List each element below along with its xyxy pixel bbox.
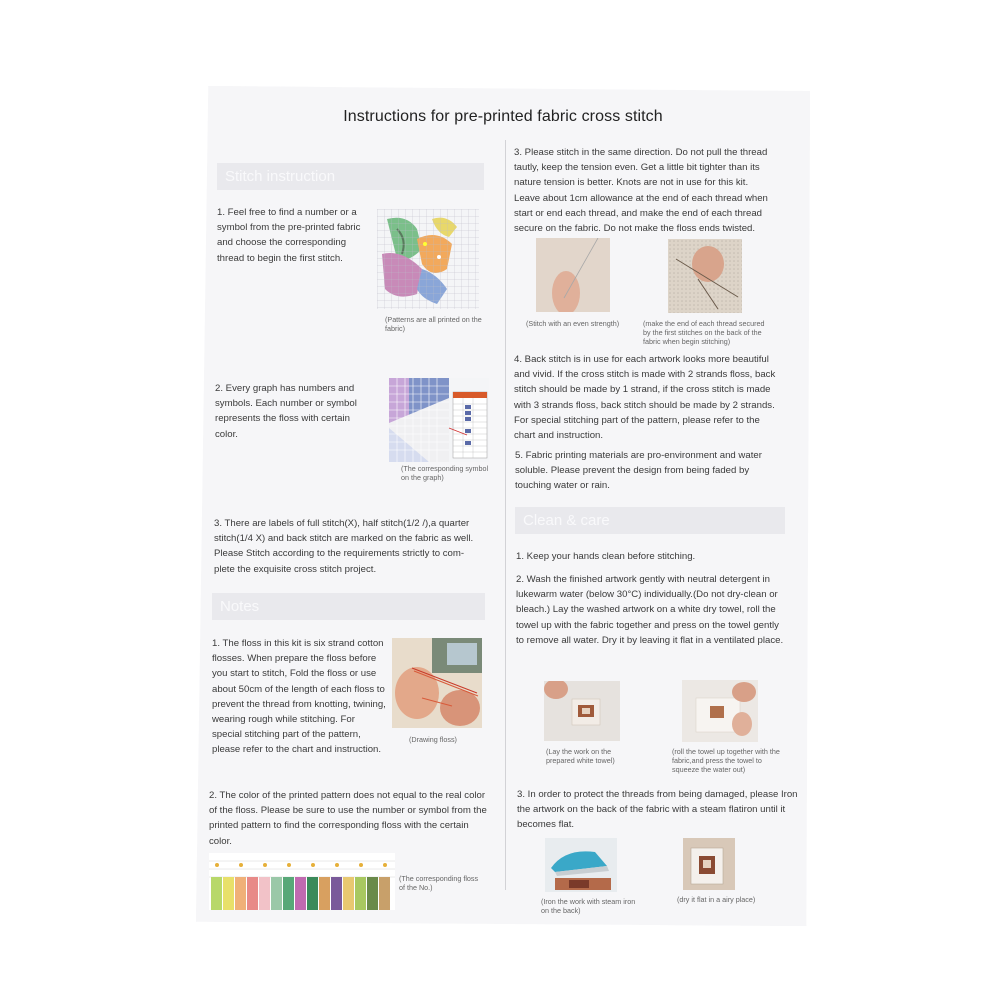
caption-patterns-printed: (Patterns are all printed on the fabric) — [385, 315, 482, 333]
pattern-fabric-image — [377, 209, 479, 309]
stitch-paragraph-right-5: 5. Fabric printing materials are pro-environment and water soluble. Please prevent the design from being faded by touching water or rain. — [515, 450, 762, 492]
roll-towel-image — [682, 680, 758, 742]
caption-corresponding-floss: (The corresponding floss of the No.) — [399, 874, 479, 892]
section-heading-stitch-instruction: Stitch instruction — [217, 163, 484, 190]
notes-paragraph-2: 2. The color of the printed pattern does not equal to the real color of the floss. Please be sure to use the number or symbol from the printed pattern to find the corresponding floss with the certain color. — [209, 790, 487, 847]
stitch-paragraph-1: 1. Feel free to find a number or a symbol from the pre-printed fabric and choose the corresponding thread to begin the first stitch. — [217, 207, 361, 264]
caption-roll-towel: (roll the towel up together with the fabric,and press the towel to squeeze the water out) — [672, 747, 780, 774]
dry-flat-image — [683, 838, 735, 890]
document-title: Instructions for pre-printed fabric cross stitch — [343, 108, 663, 125]
section-heading-clean-care: Clean & care — [515, 507, 785, 534]
symbol-graph-image — [389, 378, 489, 462]
caption-dry-flat: (dry it flat in a airy place) — [677, 895, 756, 904]
caption-drawing-floss: (Drawing floss) — [409, 735, 457, 744]
even-strength-stitch-image — [536, 238, 610, 312]
column-divider — [505, 140, 506, 890]
clean-care-paragraph-2: 2. Wash the finished artwork gently with neutral detergent in lukewarm water (below 30°C) individually.(Do not dry-clean or bleach.) Lay the washed artwork on a white dry towel, roll the towel up with the fabric together and press on the towel gently to remove all water. Dry it by leaving it flat in a ventilated place. — [516, 574, 784, 646]
clean-care-paragraph-1: 1. Keep your hands clean before stitching. — [516, 551, 696, 562]
section-heading-notes: Notes — [212, 593, 485, 620]
caption-symbol-on-graph: (The corresponding symbol on the graph) — [401, 464, 489, 482]
caption-secure-thread-end: (make the end of each thread secured by the first stitches on the back of the fabric when begin stitching) — [643, 319, 765, 346]
notes-paragraph-1: 1. The floss in this kit is six strand cotton flosses. When prepare the floss before you start to stitch, Fold the floss or use about 50cm of the length of each floss to prevent the thread from knotting, twining, wearing rough while stitching. For special stitching part of the pattern, please refer to the chart and instruction. — [212, 638, 386, 756]
floss-color-card-image — [209, 853, 395, 910]
stitch-paragraph-right-4: 4. Back stitch is in use for each artwork looks more beautiful and vivid. If the cross stitch is made with 2 strands floss, back stitch should be made by 1 strand, if the cross stitch is made with 3 strands floss, back stitch should be made by 2 strands. For special stitching part of the pattern, please refer to the chart and instruction. — [514, 354, 776, 442]
stitch-paragraph-3: 3. There are labels of full stitch(X), half stitch(1/2 /),a quarter stitch(1/4 X) and back stitch are marked on the fabric as well. Please Stitch according to the requirements strictly to com- plete the exquisite cross stitch project. — [214, 518, 474, 575]
secure-thread-end-image — [668, 239, 742, 313]
stitch-paragraph-right-3: 3. Please stitch in the same direction. Do not pull the thread tautly, keep the tension even. Get a little bit tighter than its nature tension is better. Knots are not in use for this kit. Leave about 1cm allowance at the end of each thread when start or end each thread, and make the end of each thread secure on the fabric. Do not make the floss ends twisted. — [514, 147, 768, 235]
caption-even-strength: (Stitch with an even strength) — [526, 319, 620, 328]
drawing-floss-image — [392, 638, 482, 728]
caption-lay-on-towel: (Lay the work on the prepared white towel) — [546, 747, 615, 765]
steam-iron-image — [545, 838, 617, 892]
lay-on-towel-image — [544, 681, 620, 741]
clean-care-paragraph-3: 3. In order to protect the threads from being damaged, please Iron the artwork on the back of the fabric with a steam flatiron until it becomes flat. — [517, 789, 798, 831]
caption-steam-iron: (Iron the work with steam iron on the back) — [541, 897, 636, 915]
stitch-paragraph-2: 2. Every graph has numbers and symbols. Each number or symbol represents the floss with certain color. — [215, 383, 357, 440]
